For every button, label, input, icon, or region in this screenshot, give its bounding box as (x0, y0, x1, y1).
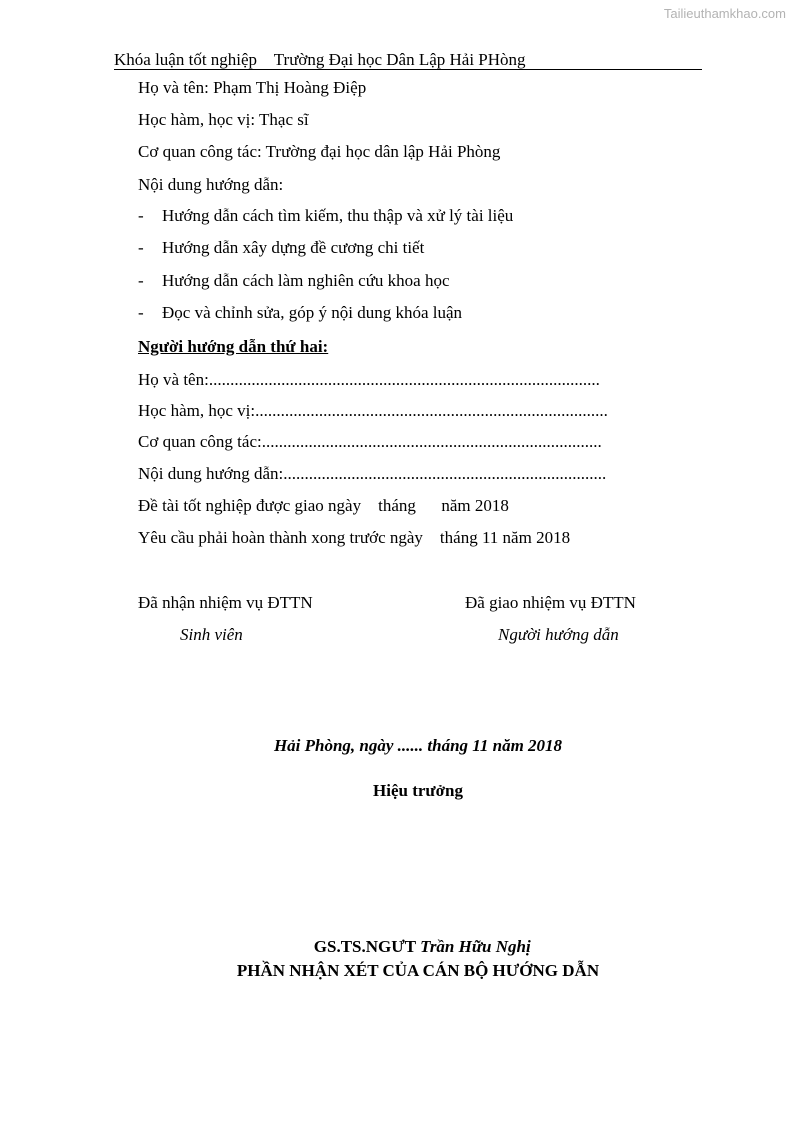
due-date: Yêu cầu phải hoàn thành xong trước ngày tháng 11 năm 2018 (138, 528, 571, 547)
advisor-signature-title: Đã giao nhiệm vụ ĐTTN (465, 593, 636, 612)
page-header: Khóa luận tốt nghiệp Trường Đại học Dân Lập Hải PHòng (114, 50, 526, 69)
advisor2-content: Nội dung hướng dẫn:............................................................................ (138, 464, 607, 483)
task-bullet: - (138, 238, 144, 257)
task-bullet: - (138, 271, 144, 290)
advisor1-org: Cơ quan công tác: Trường đại học dân lập Hải Phòng (138, 142, 501, 161)
advisor2-title: Học hàm, học vị:................................................................................... (138, 401, 608, 420)
advisor1-title: Học hàm, học vị: Thạc sĩ (138, 110, 309, 129)
advisor2-name: Họ và tên:............................................................................................ (138, 370, 600, 389)
rector-title: Hiệu trưởng (373, 781, 463, 800)
task-item: Hướng dẫn cách làm nghiên cứu khoa học (162, 271, 450, 290)
student-signature-title: Đã nhận nhiệm vụ ĐTTN (138, 593, 313, 612)
place-date: Hải Phòng, ngày ...... tháng 11 năm 2018 (273, 736, 563, 755)
watermark: Tailieuthamkhao.com (663, 6, 786, 21)
rector-name: Trần Hữu Nghị (420, 937, 531, 956)
task-item: Đọc và chỉnh sửa, góp ý nội dung khóa luận (162, 303, 463, 322)
advisor-role: Người hướng dẫn (498, 625, 619, 644)
assigned-date: Đề tài tốt nghiệp được giao ngày tháng năm 2018 (138, 496, 509, 515)
rector-prefix: GS.TS.NGƯT (313, 937, 421, 956)
task-item: Hướng dẫn cách tìm kiếm, thu thập và xử lý tài liệu (162, 206, 514, 225)
advisor2-heading: Người hướng dẫn thứ hai: (138, 337, 329, 356)
header-divider (114, 69, 702, 70)
student-role: Sinh viên (180, 625, 243, 644)
advisor1-name: Họ và tên: Phạm Thị Hoàng Điệp (138, 78, 367, 97)
task-bullet: - (138, 303, 144, 322)
task-bullet: - (138, 206, 144, 225)
advisor1-content-label: Nội dung hướng dẫn: (138, 175, 284, 194)
rector-signature (0, 914, 794, 958)
advisor2-org: Cơ quan công tác:................................................................................ (138, 432, 602, 451)
section-heading: PHẦN NHẬN XÉT CỦA CÁN BỘ HƯỚNG DẪN (236, 961, 600, 980)
task-item: Hướng dẫn xây dựng đề cương chi tiết (162, 238, 425, 257)
